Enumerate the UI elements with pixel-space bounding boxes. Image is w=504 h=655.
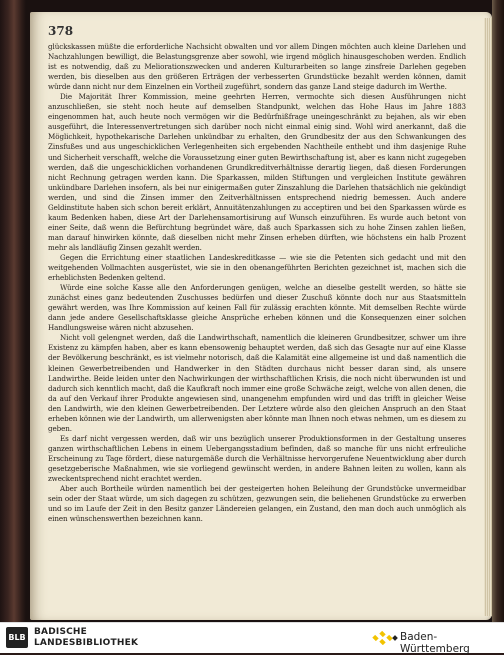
baden-wuerttemberg-logo-icon[interactable] <box>372 631 398 645</box>
paragraph: Nicht voll gelengnet werden, daß die Landwirthschaft, namentlich die kleineren Grundbesitzer, schwer um ihre Existenz zu kämpfen haben, aber es kann ebensowenig behauptet werden, daß sich das Gesagte nur auf eine Klasse der Bevölkerung beschränkt, es ist vielmehr notorisch, daß die Kalamität eine allgemeine ist und daß namentlich die kleinen Gewerbetreibenden und Handwerker in den Städten durchaus nicht besser daran sind, als unsere Landwirthe. Beide leiden unter den Nachwirkungen der wirthschaftlichen Krisis, die noch nicht überwunden ist und dadurch sich kenntlich macht, daß die Kaufkraft noch immer eine große Schwäche zeigt, welche von allen denen, die da auf den Verkauf ihrer Produkte angewiesen sind, unangenehm empfunden wird und das trifft in gleicher Weise den Landwirth, wie den kleinen Gewerbetreibenden. Der Letztere würde also den gleichen Anspruch an den Staat erheben können wie der Landwirth, um allerwenigsten aber könnte man Ihnen noch etwas nehmen, um es diesem zu geben. <box>48 333 466 433</box>
blb-logo-icon[interactable]: BLB <box>6 627 28 648</box>
paragraph: Die Majorität Ihrer Kommission, meine geehrten Herren, vermochte sich diesen Ausführungen nicht anzuschließen, sie steht noch heute auf demselben Standpunkt, welchen das Hohe Haus im Jahre 1883 eingenommen hat, auch heute noch vermögen wir die Bedürfnißfrage uneingeschränkt zu bejahen, als wir eben ausgeführt, die Interessenvertretungen sich darüber noch nicht einmal einig sind. Wohl wird anerkannt, daß die Möglichkeit, hypothekarische Darlehen unkündbar zu erhalten, den Grundbesitz der aus den Schwankungen des Zinsfußes und aus ungeschicklichen Verlegenheiten sich ergebenden Nachtheile enthebt und ihm dasjenige Ruhe und Sicherheit verschafft, welche die Voraussetzung einer guten Bewirthschaftung ist, aber es kann nicht zugegeben werden, daß die ungeschicklichen vorhandenen Grundkreditverhältnisse derartig liegen, daß diesen Forderungen nicht Rechnung getragen werden kann. Die Sparkassen, milden Stiftungen und vergleichen Institute gewähren unkündbare Darlehen insofern, als bei nur einigermaßen guter Zinszahlung die Darlehen thatsächlich nie gekündigt werden, und sind die Zinsen immer den Zeitverhältnissen entsprechend niedrig bemessen. Auch andere Geldinstitute haben sich schon bereit erklärt, Annuitätenzahlungen zu acceptiren und bei den Sparkassen würde es kaum Bedenken haben, diese Art der Darlehensamortisirung auf Wunsch einzuführen. Es wurde auch betont von einer Seite, daß wenn die Befürchtung begründet wäre, daß auch Sparkassen sich zu hohe Zinsen zahlen ließen, man darauf hinwirken könnte, daß dieselben nicht mehr Zinsen erheben dürften, wie höchstens ein halb Prozent mehr als landläufig Zinsen gezahlt werden. <box>48 92 466 252</box>
library-name-line2: LANDESBIBLIOTHEK <box>34 638 139 648</box>
page-number: 378 <box>48 24 74 38</box>
state-name: Baden-Württemberg <box>400 631 470 655</box>
paragraph: Aber auch Bortheile würden namentlich bei der gesteigerten hohen Beleihung der Grundstücke unvermeidbar sein oder der Staat würde, um sich dagegen zu schützen, gezwungen sein, die beliehenen Grundstücke zu erwerben und so im Laufe der Zeit in den Besitz ganzer Ländereien gelangen, ein Zustand, den man doch auch unmöglich als einen wünschenswerthen bezeichnen kann. <box>48 484 466 524</box>
paragraph: Würde eine solche Kasse alle den Anforderungen genügen, welche an dieselbe gestellt werden, so hätte sie zunächst eines ganz bedeutenden Zuschusses bedürfen und dieser Zuschuß könnte doch nur aus Staatsmitteln gewährt werden, was Ihre Kommission auf keinen Fall für zulässig erachten könnte. Mit demselben Rechte würde dann jede andere Gesellschaftsklasse gleiche Ansprüche erheben können und die Konsequenzen einer solchen Handlungsweise wären nicht abzusehen. <box>48 283 466 333</box>
book-cover-edge <box>492 0 504 622</box>
paragraph: Gegen die Errichtung einer staatlichen Landeskreditkasse — wie sie die Petenten sich gedacht und mit den weitgehenden Vollmachten ausgerüstet, wie sie in den obenangeführten Berichten gezeichnet ist, machen sich die erheblichsten Bedenken geltend. <box>48 252 466 283</box>
page-body-text <box>48 42 466 602</box>
page-stack-edges <box>484 18 492 616</box>
paragraph: glückskassen müßte die erforderliche Nachsicht obwalten und vor allem Dingen möchten auch kleine Darlehen und Nachzahlungen bewilligt, die Belastungsgrenze aber sowohl, wie irgend möglich hinausgeschoben werden. Endlich ist es notwendig, daß zu Meliorationszwecken und anderen Kulturarbeiten so lange zinsfreie Darlehen gegeben werden, bis dieselben aus den größeren Erträgen der verbesserten Grundstücke bezahlt werden können, damit würde dann nicht nur dem Einzelnen ein Vortheil zugeführt, sondern das ganze Land steige dadurch im Werthe. <box>48 42 466 92</box>
paragraph: Es darf nicht vergessen werden, daß wir uns bezüglich unserer Produktionsformen in der Gestaltung unseres ganzen wirthschaftlichen Lebens in einem Uebergangsstadium befinden, daß so manche für uns nicht erfreuliche Erscheinung zu Tage fördert, diese naturgemäße durch die Verhältnisse hervorgerufene Neuentwicklung aber durch gesetzgeberische Maßnahmen, wie sie vorliegend gewünscht werden, in andere Bahnen leiten zu wollen, kann als zweckentsprechend nicht erachtet werden. <box>48 433 466 484</box>
library-name-line1: BADISCHE <box>34 627 88 637</box>
